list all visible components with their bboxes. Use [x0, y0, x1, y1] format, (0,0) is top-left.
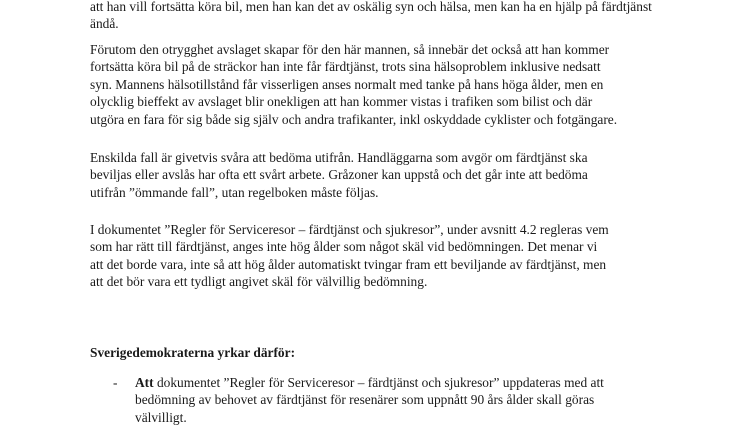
text-line: att det bör vara ett tydligt angivet skäl för välvillig bedömning.: [90, 274, 428, 290]
text-line: att det borde vara, inte så att hög ålder automatiskt tvingar fram ett beviljande av färdtjänst, men: [90, 256, 607, 272]
bullet-line: [135, 374, 695, 391]
bullet-line: välvilligt.: [135, 409, 187, 425]
paragraph-rules-document: [90, 221, 670, 291]
bullet-item: [135, 374, 695, 426]
bullet-line: bedömning av behovet av färdtjänst för resenärer som uppnått 90 års ålder skall göras: [135, 392, 595, 408]
paragraph-consequences: [90, 41, 670, 128]
text-line: ändå.: [90, 16, 119, 32]
text-line: beviljas eller avslås har ofta ett svårt arbete. Gråzoner kan uppstå och det går inte att bedöma: [90, 167, 588, 183]
text-line: Förutom den otrygghet avslaget skapar för den här mannen, så innebär det också att han kommer: [90, 42, 610, 57]
paragraph-intro-tail: [90, 0, 670, 33]
text-line: I dokumentet ”Regler för Serviceresor – färdtjänst och sjukresor”, under avsnitt 4.2 regleras vem: [90, 222, 609, 237]
bullet-lead: Att: [135, 375, 154, 390]
bullet-line-text: dokumentet ”Regler för Serviceresor – färdtjänst och sjukresor” uppdateras med att: [153, 375, 604, 390]
text-line: som har rätt till färdtjänst, anges inte hög ålder som något skäl vid bedömningen. Det menar vi: [90, 239, 598, 255]
section-heading: Sverigedemokraterna yrkar därför:: [90, 345, 296, 360]
text-line: Enskilda fall är givetvis svåra att bedöma utifrån. Handläggarna som avgör om färdtjänst ska: [90, 150, 588, 165]
text-line: olycklig bieffekt av avslaget blir onekligen att han kommer vistas i trafiken som bilist och där: [90, 94, 593, 110]
text-line: utifrån ”ömmande fall”, utan regelboken måste följas.: [90, 184, 379, 200]
text-line: syn. Mannens hälsotillstånd får visserligen anses normalt med tanke på hans höga ålder, men en: [90, 76, 604, 92]
paragraph-individual-cases: [90, 149, 670, 201]
bullet-marker: -: [113, 375, 118, 390]
text-line: att han vill fortsätta köra bil, men han kan det av oskälig syn och hälsa, men kan ha en hjälp på färdtjänst: [90, 0, 652, 14]
text-line: fortsätta köra bil på de sträckor han inte får färdtjänst, trots sina hälsoproblem inklusive nedsatt: [90, 59, 601, 75]
text-line: utgöra en fara för sig både sig själv och andra trafikanter, inkl oskyddade cyklister och fotgängare.: [90, 111, 618, 127]
